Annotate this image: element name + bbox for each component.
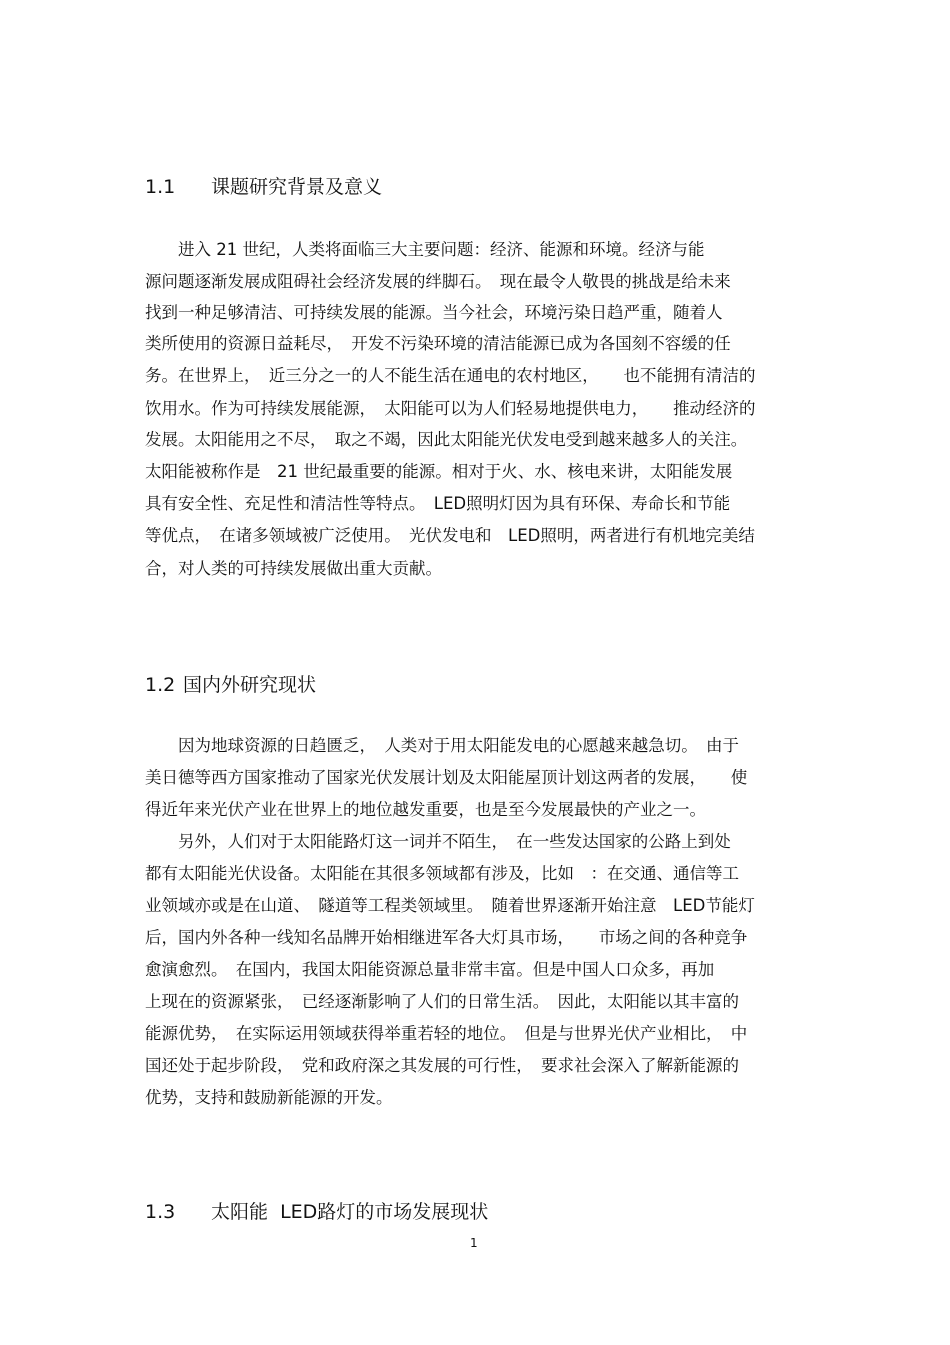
paragraph-line: 太阳能被称作是 21 世纪最重要的能源。相对于火、水、核电来讲，太阳能发展 (145, 462, 733, 481)
paragraph-line: 国还处于起步阶段， 党和政府深之其发展的可行性， 要求社会深入了解新能源的 (145, 1056, 739, 1075)
paragraph-line: 找到一种足够清洁、可持续发展的能源。当今社会，环境污染日趋严重，随着人 (145, 303, 723, 322)
section-title: 太阳能 LED路灯的市场发展现状 (211, 1201, 489, 1223)
section-number: 1.2 (145, 674, 176, 696)
section-heading (145, 673, 316, 697)
paragraph-line: 因为地球资源的日趋匮乏， 人类对于用太阳能发电的心愿越来越急切。 由于 (145, 736, 739, 755)
paragraph-line: 源问题逐渐发展成阻碍社会经济发展的绊脚石。 现在最令人敬畏的挑战是给未来 (145, 272, 731, 291)
paragraph-line: 进入 21 世纪，人类将面临三大主要问题：经济、能源和环境。经济与能 (145, 240, 705, 259)
section-title: 课题研究背景及意义 (211, 176, 383, 198)
section-title: 国内外研究现状 (183, 674, 317, 696)
paragraph-line: 发展。太阳能用之不尽， 取之不竭，因此太阳能光伏发电受到越来越多人的关注。 (145, 430, 748, 449)
paragraph-line: 愈演愈烈。 在国内，我国太阳能资源总量非常丰富。但是中国人口众多，再加 (145, 960, 715, 979)
paragraph-line: 美日德等西方国家推动了国家光伏发展计划及太阳能屋顶计划这两者的发展， 使 (145, 768, 748, 787)
section-number: 1.1 (145, 176, 176, 198)
paragraph-line: 业领域亦或是在山道、 隧道等工程类领域里。 随着世界逐渐开始注意 LED节能灯 (145, 896, 755, 915)
section-heading (145, 1200, 488, 1224)
paragraph-line: 饮用水。作为可持续发展能源， 太阳能可以为人们轻易地提供电力， 推动经济的 (145, 399, 756, 418)
paragraph-line: 具有安全性、充足性和清洁性等特点。 LED照明灯因为具有环保、寿命长和节能 (145, 494, 731, 513)
paragraph-line: 后，国内外各种一线知名品牌开始相继进军各大灯具市场， 市场之间的各种竞争 (145, 928, 748, 947)
paragraph-line: 类所使用的资源日益耗尽， 开发不污染环境的清洁能源已成为各国刻不容缓的任 (145, 334, 731, 353)
paragraph-line: 优势，支持和鼓励新能源的开发。 (145, 1088, 393, 1107)
paragraph-line: 务。在世界上， 近三分之一的人不能生活在通电的农村地区， 也不能拥有清洁的 (145, 366, 756, 385)
page-number: 1 (470, 1236, 478, 1250)
paragraph-line: 等优点， 在诸多领域被广泛使用。 光伏发电和 LED照明，两者进行有机地完美结 (145, 526, 755, 545)
section-heading (145, 175, 382, 199)
paragraph-line: 都有太阳能光伏设备。太阳能在其很多领域都有涉及，比如 ：在交通、通信等工 (145, 864, 739, 883)
paragraph-line: 上现在的资源紧张， 已经逐渐影响了人们的日常生活。 因此，太阳能以其丰富的 (145, 992, 739, 1011)
paragraph-line: 能源优势， 在实际运用领域获得举重若轻的地位。 但是与世界光伏产业相比， 中 (145, 1024, 748, 1043)
paragraph-line: 合，对人类的可持续发展做出重大贡献。 (145, 559, 442, 578)
section-number: 1.3 (145, 1201, 176, 1223)
paragraph-line: 得近年来光伏产业在世界上的地位越发重要，也是至今发展最快的产业之一。 (145, 800, 706, 819)
paragraph-line: 另外，人们对于太阳能路灯这一词并不陌生， 在一些发达国家的公路上到处 (145, 832, 731, 851)
